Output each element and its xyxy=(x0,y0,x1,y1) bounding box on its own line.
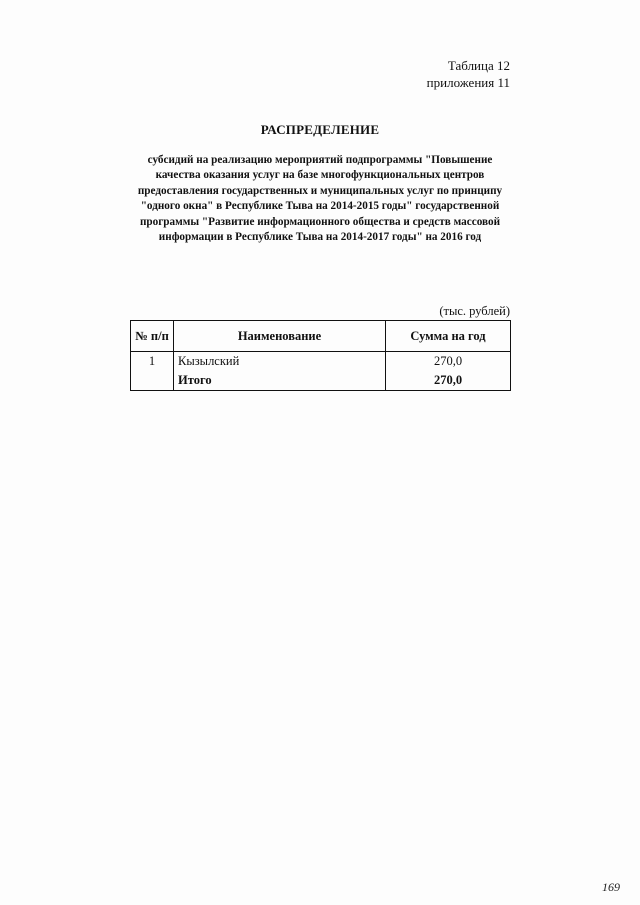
header-sum: Сумма на год xyxy=(386,321,511,352)
total-number-cell xyxy=(131,371,174,391)
row-sum: 270,0 xyxy=(386,352,511,372)
table-row xyxy=(131,352,511,372)
row-number: 1 xyxy=(131,352,174,372)
distribution-table xyxy=(130,320,511,391)
units-note: (тыс. рублей) xyxy=(439,304,510,318)
total-label: Итого xyxy=(174,371,386,391)
table-ref-line2: приложения 11 xyxy=(426,75,510,90)
document-title: РАСПРЕДЕЛЕНИЕ xyxy=(260,122,380,137)
total-sum: 270,0 xyxy=(386,371,511,391)
table-ref-line1: Таблица 12 xyxy=(447,58,510,73)
document-subtitle: субсидий на реализацию мероприятий подпрограммы "Повышение качества оказания услуг на базе многофункциональных центров предоставления государственных и муниципальных услуг по принципу "одного окна" в Республике Тыва на 2014-2015 годы" государственной программы "Развитие информационного общества и средств массовой информации в Республике Тыва на 2014-2017 годы" на 2016 год xyxy=(137,154,503,244)
row-name: Кызылский xyxy=(174,352,386,372)
header-name: Наименование xyxy=(174,321,386,352)
page-number: 169 xyxy=(602,880,620,894)
table-header-row xyxy=(131,321,511,352)
table-reference xyxy=(427,57,510,91)
total-row xyxy=(131,371,511,391)
header-number: № п/п xyxy=(131,321,174,352)
